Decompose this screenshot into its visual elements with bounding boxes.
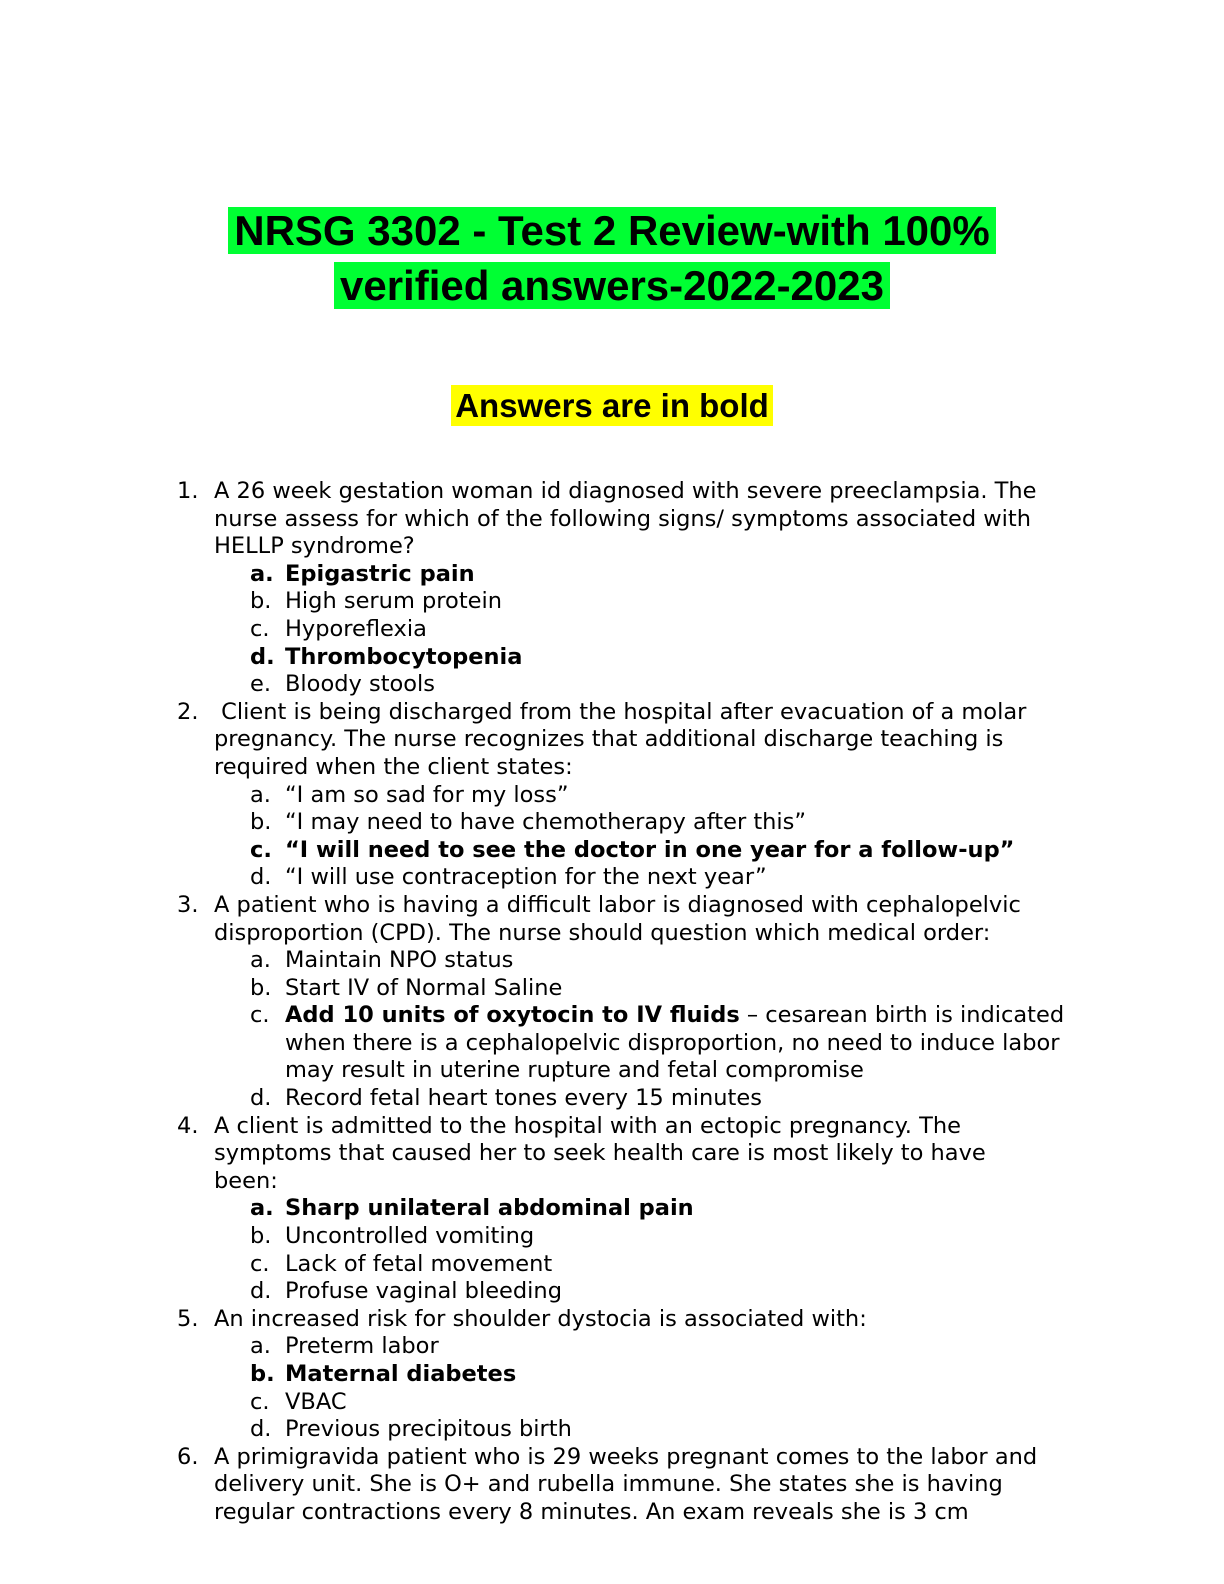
question-text-line: A 26 week gestation woman id diagnosed with severe preeclampsia. The — [214, 478, 1037, 504]
answer-option — [0, 947, 1224, 975]
option-text: Preterm labor — [285, 1333, 439, 1360]
question-text-line: Client is being discharged from the hospital after evacuation of a molar — [214, 698, 1027, 725]
answer-option — [0, 864, 1224, 892]
correct-answer-text: Maternal diabetes — [285, 1361, 517, 1387]
answer-option — [0, 837, 1224, 865]
answer-option — [0, 782, 1224, 810]
option-letter: d. — [250, 1085, 272, 1112]
option-letter: b. — [250, 1361, 275, 1387]
option-letter: a. — [250, 1195, 274, 1222]
option-letter: a. — [250, 947, 271, 974]
option-text: Profuse vaginal bleeding — [285, 1278, 562, 1305]
question-3 — [0, 892, 1224, 947]
document-title-line-1: NRSG 3302 - Test 2 Review-with 100% — [0, 207, 1224, 255]
answer-rationale: – cesarean birth is indicated when there is a cephalopelvic disproportion, no need to induce labor may result in uterine rupture and fetal compromise — [285, 1002, 1065, 1084]
option-letter: b. — [250, 1223, 272, 1250]
answer-option — [0, 1085, 1224, 1113]
answer-option — [0, 1416, 1224, 1444]
correct-answer-text: “I will need to see the doctor in one year for a follow-up” — [285, 836, 1015, 863]
question-text-line: been: — [214, 1167, 278, 1194]
answer-option — [0, 561, 1224, 589]
correct-answer-text: Epigastric pain — [285, 560, 475, 587]
answer-option — [0, 1389, 1224, 1417]
option-text: “I am so sad for my loss” — [285, 781, 569, 808]
option-letter: e. — [250, 671, 271, 698]
option-text: Lack of fetal movement — [285, 1250, 553, 1277]
document-title-line-2: verified answers-2022-2023 — [0, 262, 1224, 310]
answer-option — [0, 588, 1224, 616]
question-list — [0, 478, 1224, 1527]
answer-option — [0, 644, 1224, 672]
question-number: 3. — [177, 891, 199, 918]
correct-answer-text: Thrombocytopenia — [285, 643, 523, 670]
option-text: “I may need to have chemotherapy after this” — [285, 809, 807, 836]
answer-option — [0, 975, 1224, 1003]
question-text-line: symptoms that caused her to seek health care is most likely to have — [214, 1140, 986, 1167]
question-text-line: delivery unit. She is O+ and rubella immune. She states she is having — [214, 1471, 1003, 1498]
option-text: Record fetal heart tones every 15 minutes — [285, 1085, 762, 1112]
option-letter: c. — [250, 836, 272, 863]
question-4 — [0, 1113, 1224, 1196]
answer-option — [0, 1251, 1224, 1279]
option-letter: c. — [250, 1250, 270, 1277]
question-number: 2. — [177, 698, 199, 725]
option-letter: c. — [250, 615, 270, 642]
correct-answer-text: Add 10 units of oxytocin to IV fluids — [285, 1002, 740, 1029]
question-number: 6. — [177, 1443, 199, 1470]
option-letter: c. — [250, 1002, 270, 1029]
option-letter: d. — [250, 864, 272, 891]
question-text-line: HELLP syndrome? — [214, 533, 415, 560]
question-text-line: A patient who is having a difficult labor is diagnosed with cephalopelvic — [214, 891, 1021, 918]
question-1 — [0, 478, 1224, 561]
answer-option — [0, 1002, 1224, 1085]
question-text-line: An increased risk for shoulder dystocia is associated with: — [214, 1305, 867, 1332]
answer-option — [0, 1333, 1224, 1361]
question-text-line: A client is admitted to the hospital with an ectopic pregnancy. The — [214, 1112, 961, 1139]
option-letter: d. — [250, 1416, 272, 1443]
option-text: Bloody stools — [285, 671, 436, 698]
option-text: VBAC — [285, 1388, 347, 1415]
correct-answer-text: Sharp unilateral abdominal pain — [285, 1195, 694, 1222]
question-5 — [0, 1306, 1224, 1334]
answer-option — [0, 809, 1224, 837]
option-text: Previous precipitous birth — [285, 1416, 572, 1443]
option-text: “I will use contraception for the next year” — [285, 864, 767, 891]
option-letter: b. — [250, 588, 272, 615]
option-text: Uncontrolled vomiting — [285, 1223, 535, 1250]
option-letter: b. — [250, 809, 272, 836]
question-text-line: nurse assess for which of the following signs/ symptoms associated with — [214, 505, 1031, 532]
question-2 — [0, 699, 1224, 782]
answer-option — [0, 1223, 1224, 1251]
option-letter: c. — [250, 1388, 270, 1415]
option-text: High serum protein — [285, 588, 502, 615]
answer-option — [0, 1361, 1224, 1389]
option-text: Start IV of Normal Saline — [285, 974, 563, 1001]
answers-note: Answers are in bold — [0, 387, 1224, 425]
option-letter: a. — [250, 560, 274, 587]
question-number: 1. — [177, 478, 199, 504]
option-letter: a. — [250, 781, 271, 808]
answer-option — [0, 616, 1224, 644]
question-text-line: pregnancy. The nurse recognizes that additional discharge teaching is — [214, 726, 1004, 753]
option-letter: a. — [250, 1333, 271, 1360]
option-letter: d. — [250, 643, 275, 670]
question-text-line: A primigravida patient who is 29 weeks pregnant comes to the labor and — [214, 1443, 1038, 1470]
option-text: Hyporeflexia — [285, 615, 427, 642]
question-text-line: regular contractions every 8 minutes. An exam reveals she is 3 cm — [214, 1498, 969, 1525]
option-text: Maintain NPO status — [285, 947, 514, 974]
question-text-line: disproportion (CPD). The nurse should question which medical order: — [214, 919, 991, 946]
question-text-line: required when the client states: — [214, 753, 573, 780]
option-text-with-rationale — [285, 1002, 1075, 1085]
answer-option — [0, 671, 1224, 699]
question-number: 5. — [177, 1305, 199, 1332]
question-number: 4. — [177, 1112, 199, 1139]
answer-option — [0, 1278, 1224, 1306]
question-6 — [0, 1444, 1224, 1527]
option-letter: b. — [250, 974, 272, 1001]
option-letter: d. — [250, 1278, 272, 1305]
answer-option — [0, 1195, 1224, 1223]
